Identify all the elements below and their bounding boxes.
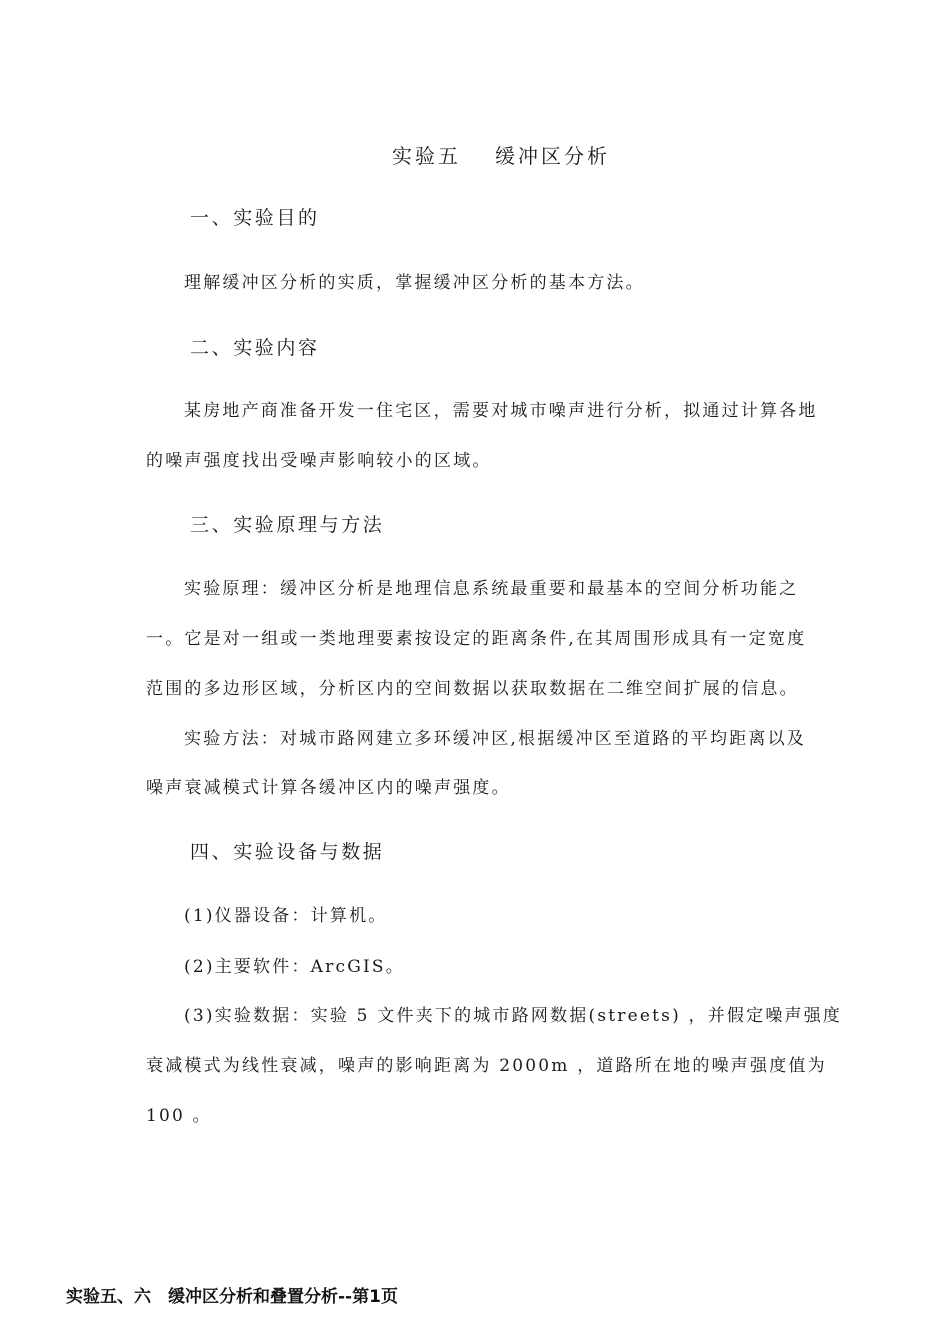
paragraph-line: 范围的多边形区域，分析区内的空间数据以获取数据在二维空间扩展的信息。 (146, 679, 799, 699)
paragraph-line: 的噪声强度找出受噪声影响较小的区域。 (146, 451, 492, 471)
paragraph-line: 实验原理：缓冲区分析是地理信息系统最重要和最基本的空间分析功能之 (184, 579, 799, 599)
paragraph-line: 某房地产商准备开发一住宅区，需要对城市噪声进行分析，拟通过计算各地 (184, 401, 818, 421)
paragraph-line: 实验方法：对城市路网建立多环缓冲区,根据缓冲区至道路的平均距离以及 (184, 729, 807, 749)
section-heading-equipment: 四、实验设备与数据 (190, 841, 385, 863)
paragraph-line: 理解缓冲区分析的实质，掌握缓冲区分析的基本方法。 (184, 273, 645, 293)
title-part-1: 实验五 (392, 144, 461, 168)
section-heading-objective: 一、实验目的 (190, 207, 320, 229)
list-item: (2)主要软件：ArcGIS。 (184, 957, 405, 977)
paragraph-line: 衰减模式为线性衰减，噪声的影响距离为 2000m ，道路所在地的噪声强度值为 (146, 1056, 827, 1076)
list-item: (1)仪器设备：计算机。 (184, 906, 388, 926)
section-heading-content: 二、实验内容 (190, 337, 320, 359)
page-footer: 实验五、六 缓冲区分析和叠置分析--第1页 (66, 1287, 398, 1307)
paragraph-line: 一。它是对一组或一类地理要素按设定的距离条件,在其周围形成具有一定宽度 (146, 629, 807, 649)
paragraph-line: 噪声衰减模式计算各缓冲区内的噪声强度。 (146, 778, 511, 798)
title-part-2: 缓冲区分析 (495, 144, 610, 168)
section-heading-principle: 三、实验原理与方法 (190, 514, 385, 536)
document-title (392, 143, 610, 169)
list-item: (3)实验数据：实验 5 文件夹下的城市路网数据(streets) ，并假定噪声强度 (184, 1006, 843, 1026)
paragraph-line: 100 。 (146, 1106, 212, 1126)
